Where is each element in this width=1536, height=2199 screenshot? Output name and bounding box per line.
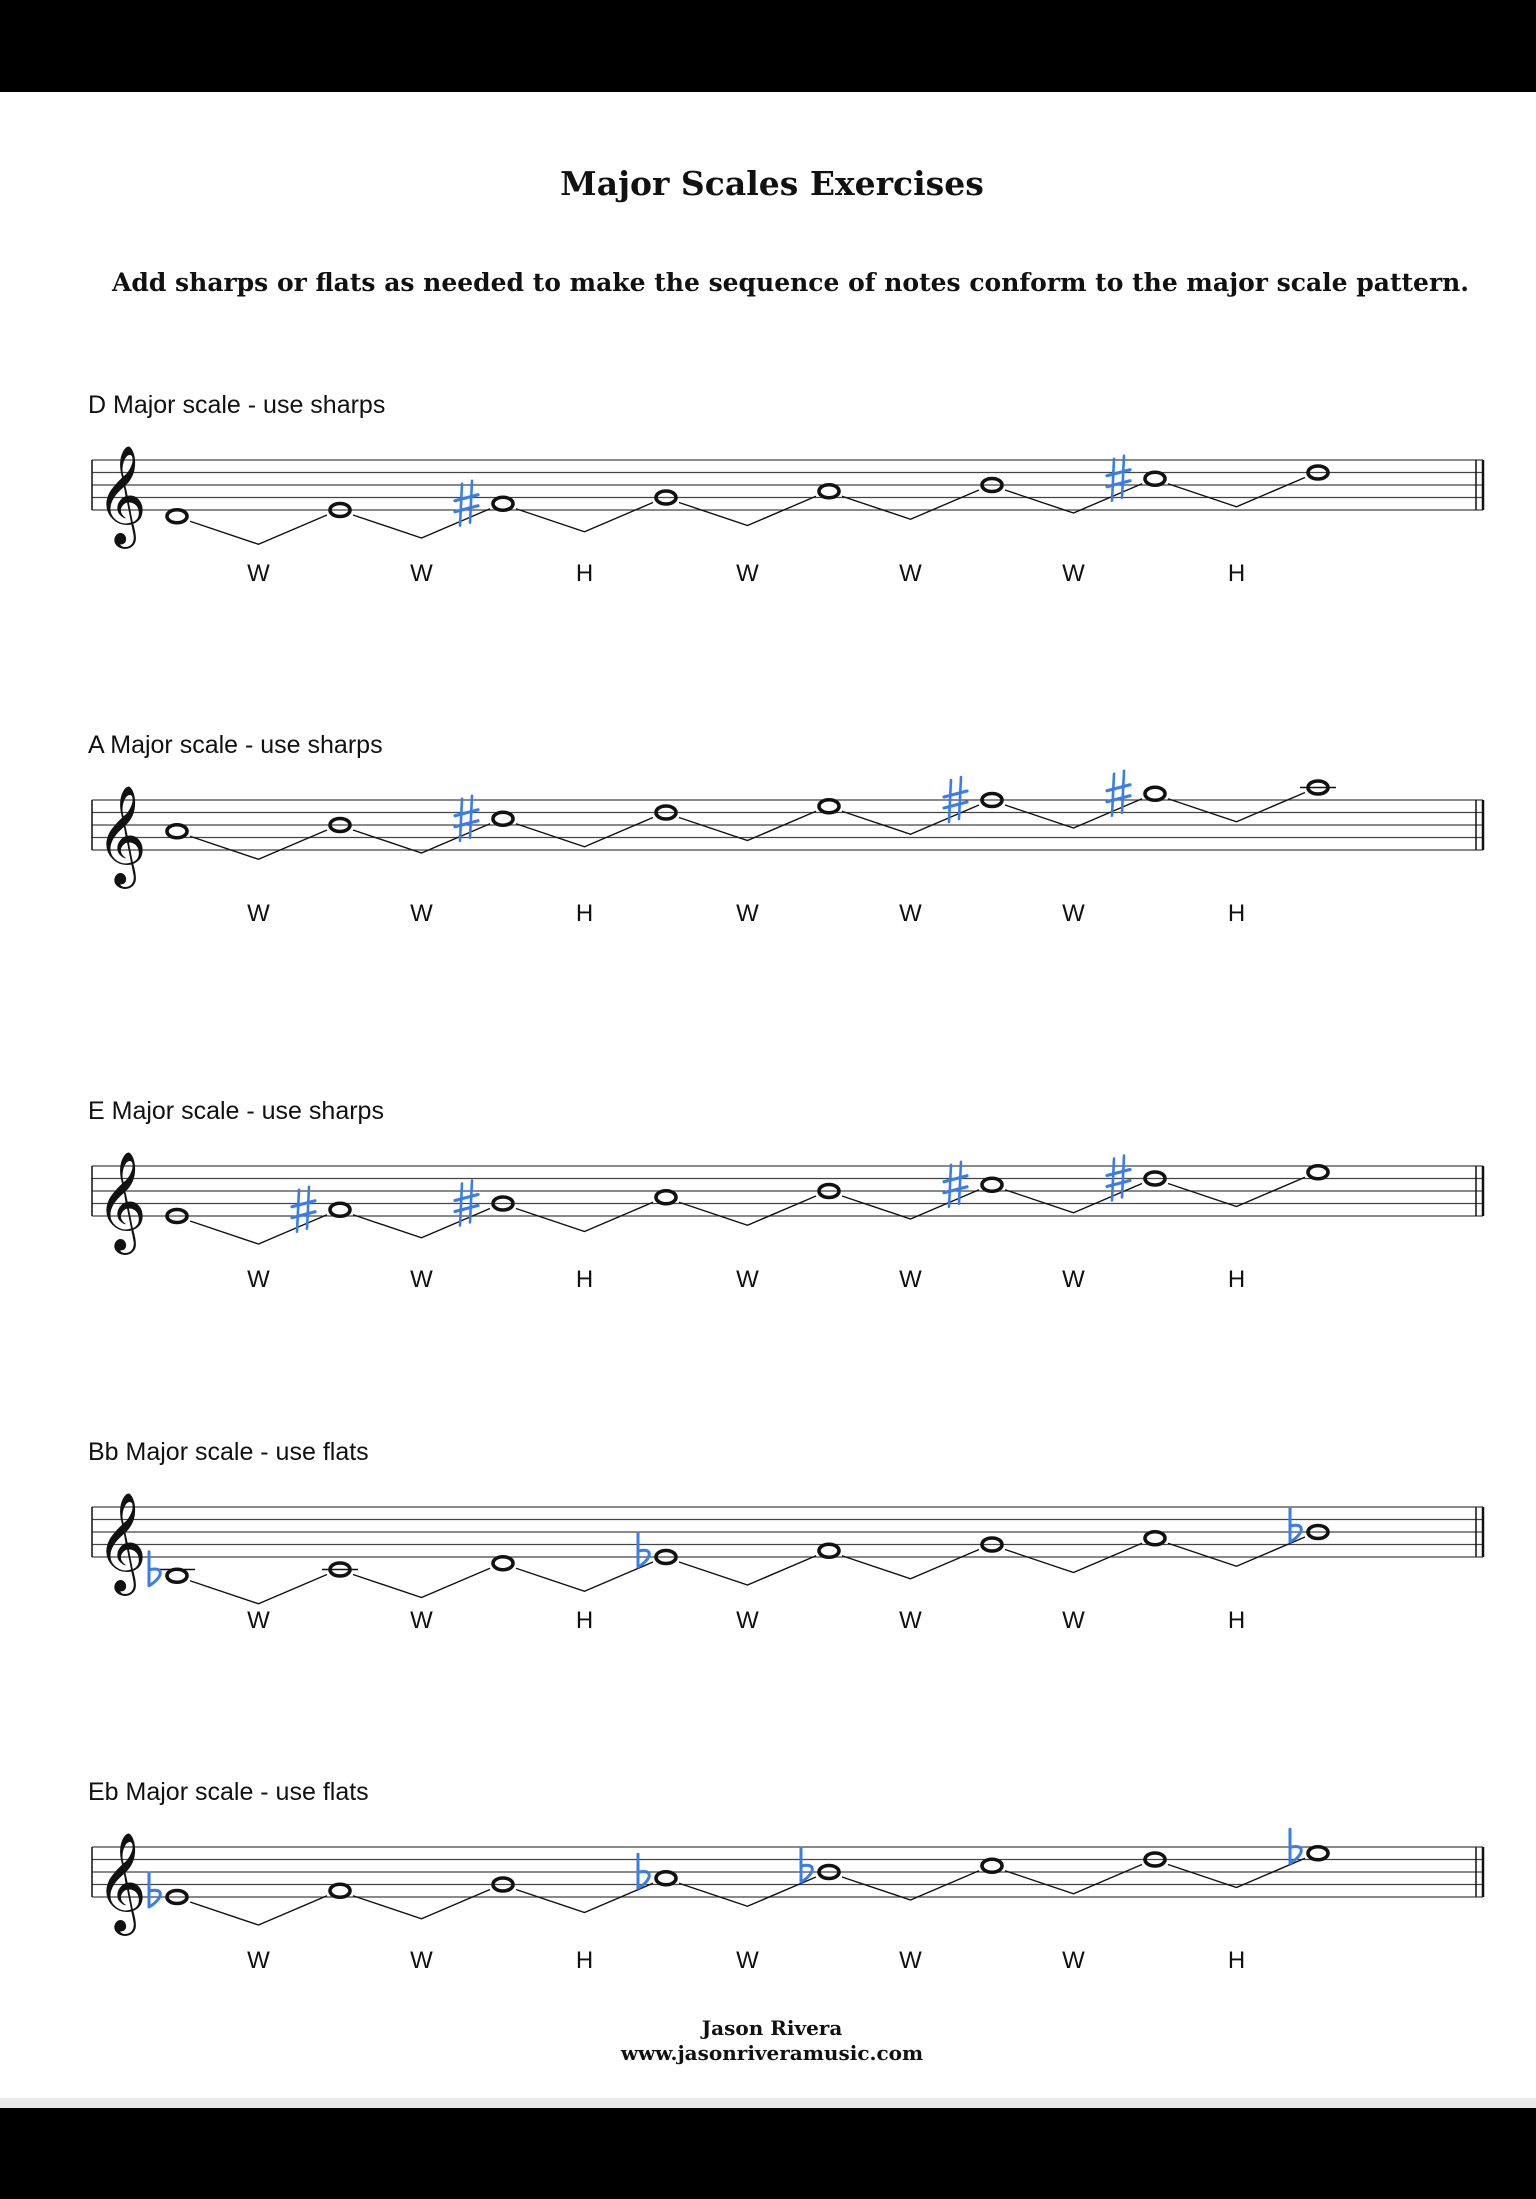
step-connector <box>516 818 653 847</box>
step-label: W <box>899 1947 922 1974</box>
step-connector <box>1168 793 1305 822</box>
step-label: W <box>899 1607 922 1634</box>
footer-website: www.jasonriveramusic.com <box>620 2041 924 2065</box>
step-connector <box>516 1562 653 1591</box>
step-connector <box>1168 478 1305 507</box>
step-label: W <box>247 560 270 587</box>
step-connector <box>679 1556 816 1585</box>
exercise-3-label: E Major scale - use sharps <box>88 1097 384 1125</box>
step-connector <box>842 1550 979 1579</box>
step-label: W <box>736 1607 759 1634</box>
step-connector <box>1005 1543 1142 1572</box>
whole-note <box>493 1557 513 1570</box>
step-label: H <box>1227 900 1246 927</box>
whole-note <box>330 1203 350 1216</box>
step-label: H <box>575 560 594 587</box>
step-connector <box>353 1568 490 1597</box>
step-label: W <box>736 560 759 587</box>
step-label: W <box>1062 1607 1085 1634</box>
step-label: W <box>247 1947 270 1974</box>
page-title: Major Scales Exercises <box>560 164 984 203</box>
step-connector <box>516 1883 653 1912</box>
step-label: W <box>1062 560 1085 587</box>
step-label: H <box>575 1607 594 1634</box>
step-connector <box>1005 1865 1142 1894</box>
exercise-1-staff <box>0 400 1536 587</box>
step-connector <box>190 1896 327 1925</box>
step-label: H <box>1227 560 1246 587</box>
step-label: W <box>736 1266 759 1293</box>
step-label: H <box>575 1266 594 1293</box>
whole-note <box>1145 787 1165 800</box>
step-label: H <box>575 1947 594 1974</box>
flat-icon <box>149 1873 160 1907</box>
step-label: H <box>1227 1607 1246 1634</box>
flat-icon <box>638 1533 649 1567</box>
step-label: W <box>247 900 270 927</box>
exercise-4-label: Bb Major scale - use flats <box>88 1438 369 1466</box>
step-label: W <box>1062 1947 1085 1974</box>
step-connector <box>190 830 327 859</box>
step-connector <box>1168 1858 1305 1887</box>
exercise-5-label: Eb Major scale - use flats <box>88 1778 369 1806</box>
whole-note <box>167 510 187 523</box>
step-label: W <box>736 1947 759 1974</box>
whole-note <box>493 497 513 510</box>
step-connector <box>516 1202 653 1231</box>
exercise-1-label: D Major scale - use sharps <box>88 391 386 419</box>
flat-icon <box>801 1848 812 1882</box>
instructions-text: Add sharps or flats as needed to make the sequence of notes conform to the major scale pattern. <box>112 268 1470 297</box>
whole-note <box>1308 1166 1328 1179</box>
step-label: W <box>247 1266 270 1293</box>
whole-note <box>1145 1532 1165 1545</box>
step-label: H <box>1227 1266 1246 1293</box>
step-connector <box>516 503 653 532</box>
whole-note <box>982 1859 1002 1872</box>
step-label: W <box>1062 900 1085 927</box>
flat-icon <box>1290 1829 1301 1863</box>
whole-note <box>982 1178 1002 1191</box>
treble-clef-icon: 𝄞 <box>96 1151 147 1251</box>
step-label: W <box>410 560 433 587</box>
step-label: W <box>410 900 433 927</box>
step-label: H <box>575 900 594 927</box>
step-connector <box>190 515 327 544</box>
step-label: W <box>247 1607 270 1634</box>
step-connector <box>679 811 816 840</box>
treble-clef-icon: 𝄞 <box>96 445 147 545</box>
whole-note <box>656 1872 676 1885</box>
exercise-2-label: A Major scale - use sharps <box>88 731 383 759</box>
step-connector <box>1168 1537 1305 1566</box>
step-label: W <box>1062 1266 1085 1293</box>
step-label: W <box>899 900 922 927</box>
step-connector <box>679 1877 816 1906</box>
whole-note <box>1308 1847 1328 1860</box>
step-connector <box>353 1890 490 1919</box>
exercise-2-staff <box>0 740 1536 927</box>
whole-note <box>493 812 513 825</box>
step-connector <box>1168 1177 1305 1206</box>
step-label: W <box>899 1266 922 1293</box>
footer-author: Jason Rivera <box>701 2016 843 2040</box>
whole-note <box>1145 472 1165 485</box>
whole-note <box>167 825 187 838</box>
treble-clef-icon: 𝄞 <box>96 785 147 885</box>
whole-note <box>656 1191 676 1204</box>
step-label: W <box>410 1607 433 1634</box>
exercise-3-staff <box>0 1106 1536 1293</box>
step-label: H <box>1227 1947 1246 1974</box>
step-connector <box>842 1871 979 1900</box>
exercise-5-staff <box>0 1787 1536 1974</box>
step-label: W <box>410 1947 433 1974</box>
treble-clef-icon: 𝄞 <box>96 1832 147 1932</box>
whole-note <box>819 485 839 498</box>
whole-note <box>819 800 839 813</box>
viewer-bottom-edge <box>0 2098 1536 2108</box>
exercise-4-staff <box>0 1447 1536 1634</box>
step-connector <box>679 1196 816 1225</box>
step-label: W <box>899 560 922 587</box>
step-connector <box>679 496 816 525</box>
whole-note <box>330 1884 350 1897</box>
whole-note <box>167 1569 187 1582</box>
whole-note <box>819 1544 839 1557</box>
step-connector <box>190 1575 327 1604</box>
flat-icon <box>1290 1508 1301 1542</box>
treble-clef-icon: 𝄞 <box>96 1492 147 1592</box>
step-label: W <box>410 1266 433 1293</box>
step-label: W <box>736 900 759 927</box>
step-connector <box>842 490 979 519</box>
